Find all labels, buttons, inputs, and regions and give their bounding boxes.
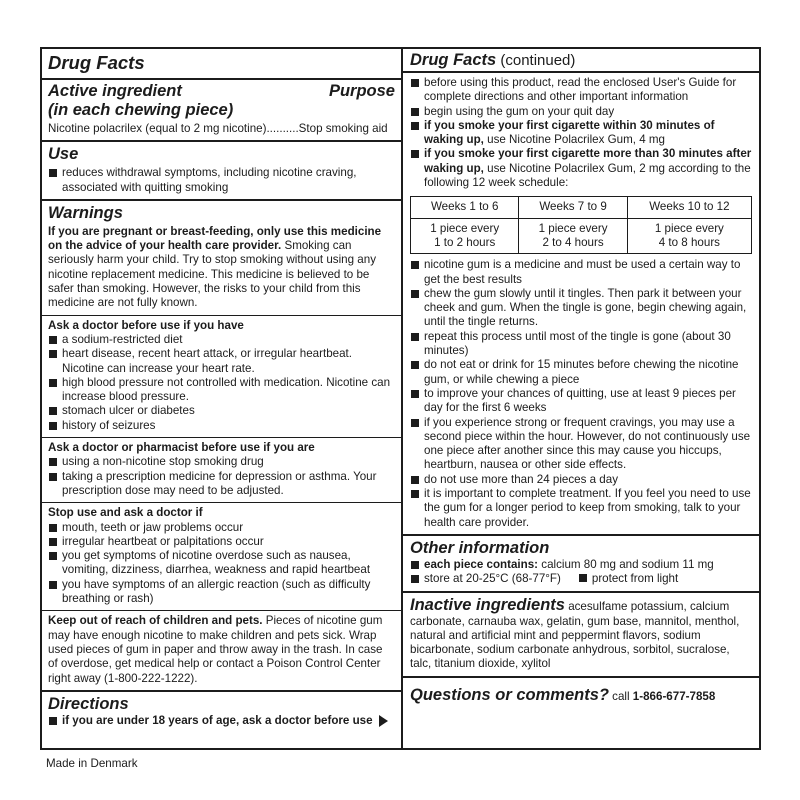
bullet-square-icon [49, 524, 57, 532]
table-row [411, 197, 752, 218]
list-item: do not eat or drink for 15 minutes before chewing the nicotine gum, or while chewing a piece [410, 358, 752, 387]
list-item: taking a prescription medicine for depression or asthma. Your prescription dose may need to be adjusted. [48, 470, 395, 499]
bullet-square-icon [411, 333, 419, 341]
keep-out-of-reach-text: Keep out of reach of children and pets. Pieces of nicotine gum may have enough nicotine to make children and pets sick. Wrap used pieces of gum in paper and throw away in the trash. In case of overdose, get medical help or contact a Poison Control Center right away (1-800-222-1222). [48, 614, 383, 685]
made-in-label: Made in Denmark [46, 757, 138, 770]
call-label: call [608, 689, 633, 703]
bullet-square-icon [49, 379, 57, 387]
table-cell: 1 piece every 2 to 4 hours [519, 218, 627, 254]
bullet-square-icon [49, 458, 57, 466]
stop-use-heading: Stop use and ask a doctor if [48, 506, 203, 520]
list-item: nicotine gum is a medicine and must be used a certain way to get the best results [410, 258, 752, 287]
list-item: you have symptoms of an allergic reaction (such as difficulty breathing or rash) [48, 578, 395, 607]
list-item: if you smoke your first cigarette more than 30 minutes after waking up, use Nicotine Polacrilex Gum, 2 mg according to the following 12 week schedule: [410, 147, 752, 190]
bullet-square-icon [411, 150, 419, 158]
questions-section [403, 678, 759, 709]
bullet-square-icon [411, 108, 419, 116]
list-item: begin using the gum on your quit day [410, 105, 752, 119]
stop-use-section [42, 503, 401, 611]
bullet-square-icon [49, 581, 57, 589]
warnings-heading: Warnings [48, 203, 123, 222]
drug-facts-continued-title: Drug Facts [410, 51, 497, 69]
bullet-square-icon [411, 575, 419, 583]
bullet-square-icon [411, 79, 419, 87]
list-item: if you experience strong or frequent cravings, you may use a second piece within the hour. However, do not continuously use one piece after another since this may cause you hiccups, heartburn, nausea or other side effects. [410, 416, 752, 473]
ask-pharmacist-heading: Ask a doctor or pharmacist before use if you are [48, 441, 315, 455]
active-ingredient-heading: Active ingredient [48, 82, 182, 100]
dosing-schedule-table [410, 196, 752, 254]
bullet-square-icon [411, 290, 419, 298]
list-item: do not use more than 24 pieces a day [410, 473, 752, 487]
inactive-ingredients-text: Inactive ingredients acesulfame potassium, calcium carbonate, carnauba wax, gelatin, gum base, mannitol, menthol, natural and artificial mint and peppermint flavors, sodium bicarbonate, sodium carbonate anhydrous, sorbitol, sucralose, talc, titanium dioxide, xylitol [410, 595, 740, 671]
bullet-square-icon [49, 350, 57, 358]
table-header-cell: Weeks 10 to 12 [627, 197, 751, 218]
bullet-square-icon [411, 361, 419, 369]
list-item: to improve your chances of quitting, use at least 9 pieces per day for the first 6 weeks [410, 387, 752, 416]
ask-doctor-heading: Ask a doctor before use if you have [48, 318, 244, 332]
list-item: you get symptoms of nicotine overdose such as nausea, vomiting, dizziness, diarrhea, weakness and rapid heartbeat [48, 549, 395, 578]
list-item: repeat this process until most of the tingle is gone (about 30 minutes) [410, 330, 752, 359]
use-heading: Use [48, 145, 79, 164]
phone-number[interactable]: 1-866-677-7858 [632, 689, 716, 703]
table-row [411, 218, 752, 254]
active-ingredient-section [42, 80, 401, 142]
ask-doctor-section [42, 316, 401, 438]
bullet-square-icon [411, 419, 419, 427]
directions-heading: Directions [48, 694, 129, 713]
inactive-ingredients-heading: Inactive ingredients [410, 595, 565, 614]
list-item: heart disease, recent heart attack, or irregular heartbeat. Nicotine can increase your heart rate. [48, 347, 395, 376]
list-item: if you are under 18 years of age, ask a doctor before use [48, 714, 395, 728]
list-item: before using this product, read the enclosed User's Guide for complete directions and other important information [410, 76, 752, 105]
directions-continued-section [403, 73, 759, 536]
bullet-square-icon [49, 473, 57, 481]
table-cell: 1 piece every 4 to 8 hours [627, 218, 751, 254]
bullet-square-icon [49, 336, 57, 344]
bullet-square-icon [411, 476, 419, 484]
table-header-cell: Weeks 1 to 6 [411, 197, 519, 218]
active-ingredient-subheading: (in each chewing piece) [48, 101, 234, 119]
ask-pharmacist-section [42, 438, 401, 503]
active-ingredient-line: Nicotine polacrilex (equal to 2 mg nicotine)..........Stop smoking aid [48, 122, 388, 135]
bullet-square-icon [411, 390, 419, 398]
warnings-intro-section [42, 201, 401, 316]
bullet-square-icon [49, 538, 57, 546]
table-header-cell: Weeks 7 to 9 [519, 197, 627, 218]
bullet-square-icon [579, 574, 587, 582]
bullet-square-icon [49, 407, 57, 415]
drug-facts-right-panel [401, 47, 761, 750]
bullet-square-icon [49, 422, 57, 430]
list-item: stomach ulcer or diabetes [48, 404, 395, 418]
pregnancy-warning: If you are pregnant or breast-feeding, only use this medicine on the advice of your health care provider. Smoking can seriously harm your child. Try to stop smoking without using any nicotine replacement medicine. This medicine is believed to be safer than smoking. However, the risks to your child from this medicine are not fully known. [48, 224, 382, 310]
bullet-square-icon [49, 717, 57, 725]
list-item: mouth, teeth or jaw problems occur [48, 521, 395, 535]
list-item: high blood pressure not controlled with medication. Nicotine can increase blood pressure. [48, 376, 395, 405]
table-cell: 1 piece every 1 to 2 hours [411, 218, 519, 254]
list-item: each piece contains: calcium 80 mg and sodium 11 mg [410, 558, 752, 572]
continued-label: (continued) [496, 52, 576, 69]
directions-section [42, 692, 401, 732]
drug-facts-continued-title-cell [403, 49, 759, 73]
bullet-square-icon [411, 561, 419, 569]
bullet-square-icon [49, 169, 57, 177]
bullet-square-icon [411, 490, 419, 498]
list-item: if you smoke your first cigarette within 30 minutes of waking up, use Nicotine Polacrilex Gum, 4 mg [410, 119, 752, 148]
other-information-heading: Other information [410, 538, 550, 557]
drug-facts-title-cell [42, 49, 401, 80]
list-item: store at 20-25°C (68-77°F) protect from light [410, 572, 752, 586]
purpose-heading: Purpose [328, 82, 395, 100]
other-information-section [403, 536, 759, 593]
list-item: history of seizures [48, 419, 395, 433]
list-item: using a non-nicotine stop smoking drug [48, 455, 395, 469]
questions-heading: Questions or comments? [410, 685, 609, 704]
drug-facts-title: Drug Facts [48, 52, 145, 73]
list-item: chew the gum slowly until it tingles. Then park it between your cheek and gum. When the tingle is gone, begin chewing again, until the tingle returns. [410, 287, 752, 330]
inactive-ingredients-section [403, 593, 759, 678]
list-item: reduces withdrawal symptoms, including nicotine craving, associated with quitting smoking [48, 166, 395, 195]
list-item: a sodium-restricted diet [48, 333, 395, 347]
drug-facts-left-panel [40, 47, 403, 750]
list-item: irregular heartbeat or palpitations occur [48, 535, 395, 549]
bullet-square-icon [411, 261, 419, 269]
bullet-square-icon [411, 122, 419, 130]
use-section [42, 142, 401, 201]
continue-arrow-icon [379, 715, 388, 727]
list-item: it is important to complete treatment. If you feel you need to use the gum for a longer period to keep from smoking, talk to your health care provider. [410, 487, 752, 530]
bullet-square-icon [49, 552, 57, 560]
keep-out-of-reach-section [42, 611, 401, 691]
